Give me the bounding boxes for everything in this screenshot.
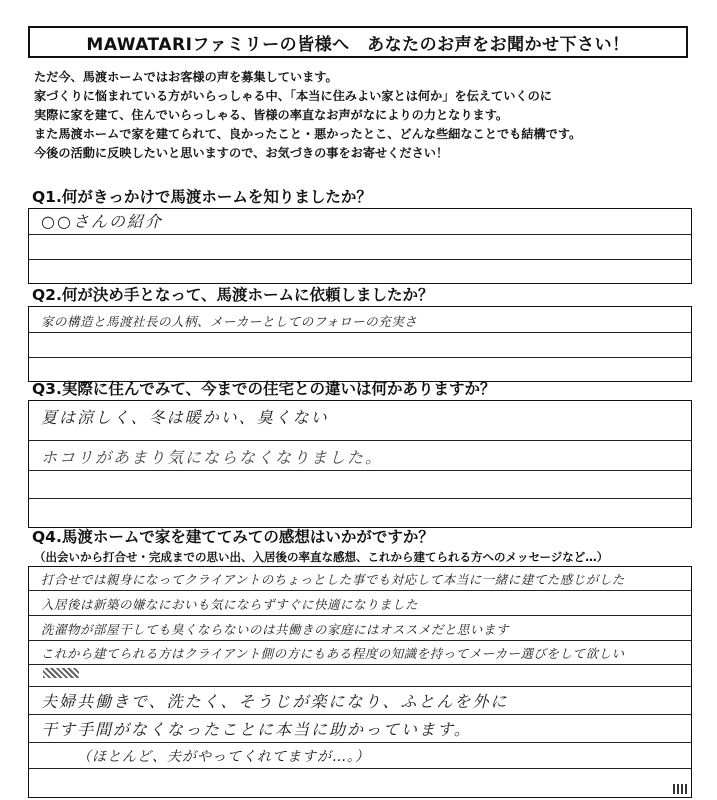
question-4-answer-box[interactable] <box>28 566 692 798</box>
question-3-answer-box[interactable] <box>28 400 692 528</box>
answer-text: 家の構造と馬渡社長の人柄、メーカーとしてのフォローの充実さ <box>41 314 418 329</box>
answer-text: ホコリがあまり気にならなくなりました。 <box>41 448 384 467</box>
answer-text: これから建てられる方はクライアント側の方にもある程度の知識を持ってメーカー選びをして欲しい <box>41 646 625 661</box>
answer-line <box>29 209 691 235</box>
question-4-title: Q4.馬渡ホームで家を建ててみての感想はいかがですか？ <box>32 528 434 546</box>
question-4 <box>28 526 692 798</box>
answer-line <box>29 743 691 769</box>
answer-line <box>29 499 691 525</box>
answer-line <box>29 333 691 358</box>
answer-text: 夏は涼しく、冬は暖かい、臭くない <box>41 408 329 427</box>
answer-text: ○○さんの紹介 <box>41 212 163 231</box>
question-1-title: Q1.何がきっかけで馬渡ホームを知りましたか？ <box>32 188 372 206</box>
answer-text: 干す手間がなくなったことに本当に助かっています。 <box>41 720 472 739</box>
answer-line <box>29 616 691 641</box>
scribble-mark <box>43 668 79 678</box>
page-title: MAWATARIファミリーの皆様へ あなたのお声をお聞かせ下さい！ <box>28 26 688 58</box>
intro-line: ただ今、馬渡ホームではお客様の声を募集しています。 <box>34 70 338 84</box>
answer-line <box>29 715 691 743</box>
answer-text: 入居後は新築の嫌なにおいも気にならずすぐに快適になりました <box>41 597 419 612</box>
answer-line <box>29 441 691 471</box>
intro-line: 実際に家を建て、住んでいらっしゃる、皆様の率直なお声がなによりの力となります。 <box>34 108 509 122</box>
question-3-title: Q3.実際に住んでみて、今までの住宅との違いは何かありますか？ <box>32 380 496 398</box>
answer-line <box>29 260 691 282</box>
intro-line: 家づくりに悩まれている方がいらっしゃる中、「本当に住みよい家とは何か」を伝えていくのに <box>34 89 552 103</box>
answer-line <box>29 358 691 380</box>
intro-line: 今後の活動に反映したいと思いますので、お気づきの事をお寄せください！ <box>34 146 449 160</box>
question-4-subtitle: （出会いから打合せ・完成までの思い出、入居後の率直な感想、これから建てられる方へのメッセージなど…） <box>34 550 609 564</box>
question-1-answer-box[interactable] <box>28 208 692 284</box>
answer-line <box>29 687 691 715</box>
answer-line <box>29 567 691 591</box>
answer-line <box>29 769 691 796</box>
intro-line: また馬渡ホームで家を建てられて、良かったこと・悪かったとこ、どんな些細なことでも結構です。 <box>34 127 582 141</box>
answer-line <box>29 641 691 665</box>
question-2-answer-box[interactable] <box>28 306 692 382</box>
answer-line <box>29 591 691 616</box>
answer-line <box>29 665 691 687</box>
answer-text: （ほとんど、夫がやってくれてますが…。） <box>77 749 370 765</box>
question-2-title: Q2.何が決め手となって、馬渡ホームに依頼しましたか？ <box>32 286 434 304</box>
answer-line <box>29 401 691 441</box>
intro-text <box>34 68 694 163</box>
answer-text: 洗濯物が部屋干しても臭くならないのは共働きの家庭にはオススメだと思います <box>41 622 509 637</box>
answer-text: 夫婦共働きで、洗たく、そうじが楽になり、ふとんを外に <box>41 692 509 711</box>
answer-line <box>29 471 691 499</box>
question-1 <box>28 186 692 284</box>
answer-line <box>29 235 691 260</box>
question-2 <box>28 284 692 382</box>
answer-text: 打合せでは親身になってクライアントのちょっとした事でも対応して本当に一緒に建てた感じがした <box>41 572 625 587</box>
corner-mark <box>673 784 687 794</box>
question-3 <box>28 378 692 528</box>
answer-line <box>29 307 691 333</box>
